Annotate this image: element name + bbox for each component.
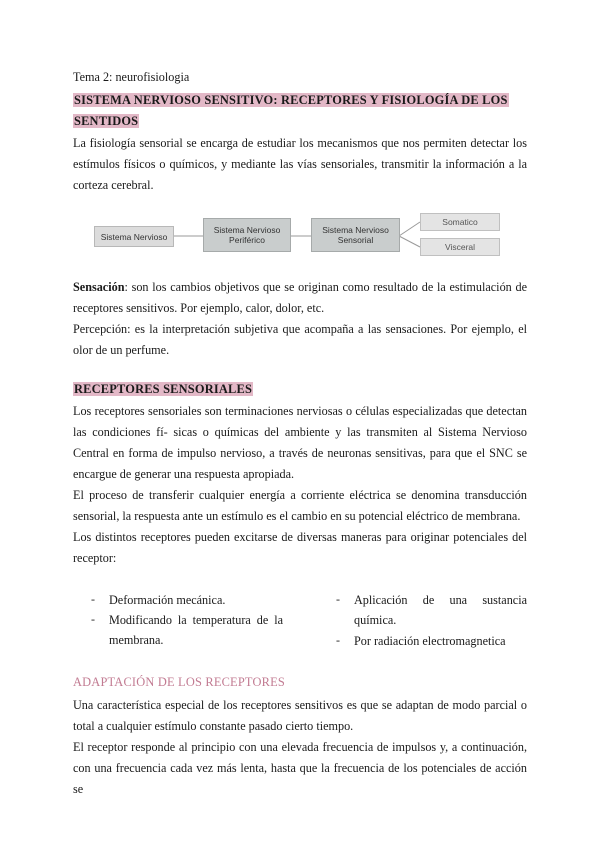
box-sistema-periferico: Sistema Nervioso Periférico [203, 218, 291, 252]
box-sistema-sensorial: Sistema Nervioso Sensorial [311, 218, 400, 252]
box-visceral: Visceral [420, 238, 500, 256]
box-sistema-nervioso: Sistema Nervioso [94, 226, 174, 247]
document-title-cont [73, 114, 139, 129]
bullet-item-left-1: Deformación mecánica. [109, 593, 226, 607]
sensacion-paragraph [73, 277, 527, 319]
sensacion-term: Sensación [73, 280, 125, 294]
bullet-marker: - [91, 592, 95, 606]
topic-line: Tema 2: neurofisiologia [73, 70, 190, 84]
adaptacion-heading: ADAPTACIÓN DE LOS RECEPTORES [73, 675, 285, 689]
receptores-paragraph-2: El proceso de transferir cualquier energía a corriente eléctrica se denomina transducción sensorial, la respuesta ante un estímulo es el cambio en su potencial eléctrico de membrana. [73, 488, 527, 523]
bullet-marker: - [336, 633, 340, 647]
receptores-paragraph-1: Los receptores sensoriales son terminaciones nerviosas o células especializadas que detectan las condiciones fí- sicas o químicas del ambiente y las transmiten al Sistema Nervioso Central en forma de impulso nervioso, a través de neuronas sensitivas, para que el SNC se encargue de generar una respuesta apropiada. [73, 404, 527, 481]
document-title [73, 93, 509, 108]
box-somatico: Somatico [420, 213, 500, 231]
bullet-marker: - [91, 612, 95, 626]
bullet-marker: - [336, 592, 340, 606]
percepcion-paragraph: Percepción: es la interpretación subjetiva que acompaña a las sensaciones. Por ejemplo, el olor de un perfume. [73, 322, 527, 357]
bullet-item-right-1: Aplicación de una sustancia química. [354, 593, 527, 627]
adaptacion-paragraph-1: Una característica especial de los receptores sensitivos es que se adaptan de modo parcial o total a cualquier estímulo constante pasado cierto tiempo. [73, 698, 527, 733]
receptores-heading [73, 382, 253, 397]
bullet-item-right-2: Por radiación electromagnetica [354, 634, 506, 648]
intro-paragraph: La fisiología sensorial se encarga de estudiar los mecanismos que nos permiten detectar los estímulos físicos o químicos, y mediante las vías sensoriales, transmitir la información a la corteza cerebral. [73, 136, 527, 192]
adaptacion-paragraph-2: El receptor responde al principio con una elevada frecuencia de impulsos y, a continuación, con una frecuencia cada vez más lenta, hasta que la frecuencia de los potenciales de acción se [73, 740, 527, 796]
receptores-paragraph-3: Los distintos receptores pueden excitarse de diversas maneras para originar potenciales del receptor: [73, 530, 527, 565]
sensacion-text: : son los cambios objetivos que se originan como resultado de la estimulación de receptores sensitivos. Por ejemplo, calor, dolor, etc. [73, 280, 527, 315]
title-line-2: SENTIDOS [74, 114, 139, 128]
bullet-item-left-2: Modificando la temperatura de la membrana. [109, 613, 283, 647]
title-line-1: SISTEMA NERVIOSO SENSITIVO: RECEPTORES Y FISIOLOGÍA DE LOS [74, 93, 508, 107]
receptores-heading-text: RECEPTORES SENSORIALES [74, 382, 253, 396]
